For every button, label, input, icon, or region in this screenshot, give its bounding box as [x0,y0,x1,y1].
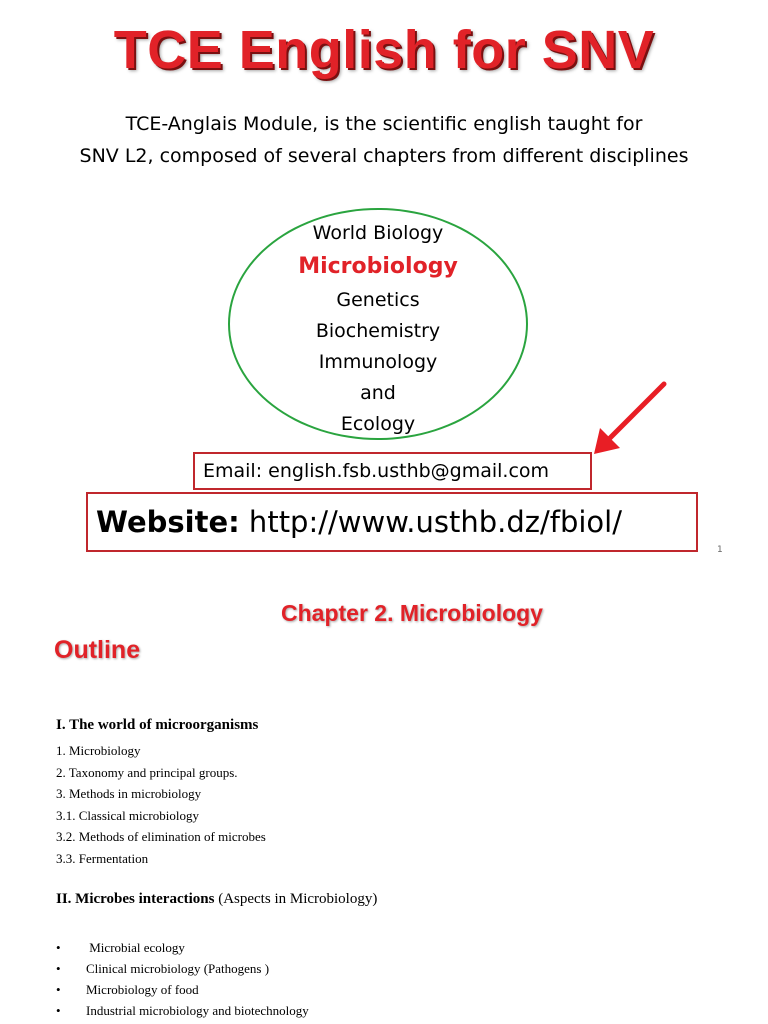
list-item: 2. Taxonomy and principal groups. [56,764,238,780]
section-2-list [56,937,309,1021]
list-item [56,979,309,1000]
website-box[interactable] [86,492,698,552]
email-box[interactable] [193,452,592,490]
chapter-heading: Chapter 2. Microbiology [281,600,543,626]
email-text[interactable]: Email: english.fsb.usthb@gmail.com [203,460,550,482]
section-2-heading [56,891,377,908]
bullet: • [56,1003,61,1018]
list-item-label: Microbiology of food [86,982,199,997]
discipline-microbiology: Microbiology [298,254,458,279]
disciplines-list [228,218,528,440]
section-2-note: (Aspects in Microbiology) [214,891,378,907]
bullet: • [56,982,61,997]
section-2-title: II. Microbes interactions [56,891,215,907]
discipline-genetics: Genetics [336,289,420,311]
discipline-biochemistry: Biochemistry [315,320,441,342]
discipline-and: and [360,382,396,404]
list-item [56,1000,309,1021]
list-item: 3. Methods in microbiology [56,786,202,801]
discipline-world-biology: World Biology [312,222,444,244]
list-item-label: Microbial ecology [86,940,185,955]
section-1-list [56,740,266,869]
intro-line-1: TCE-Anglais Module, is the scientific english taught for [125,113,643,135]
discipline-ecology: Ecology [340,413,416,435]
discipline-immunology: Immunology [318,351,438,373]
intro-line-2: SNV L2, composed of several chapters from different disciplines [79,145,689,167]
outline-heading: Outline [54,636,141,664]
intro-text [0,108,768,172]
list-item: 1. Microbiology [56,743,141,758]
website-label: Website: [96,505,240,539]
list-item: 3.2. Methods of elimination of microbes [56,829,266,844]
bullet: • [56,940,61,955]
list-item: 3.1. Classical microbiology [56,807,199,823]
page-title: TCE English for SNV [113,20,655,80]
list-item: 3.3. Fermentation [56,850,149,866]
list-item [56,958,309,979]
red-arrow-icon [590,378,670,458]
list-item-label: Industrial microbiology and biotechnology [86,1003,309,1018]
bullet: • [56,961,61,976]
section-1-heading: I. The world of microorganisms [56,717,259,733]
website-url[interactable]: http://www.usthb.dz/fbiol/ [239,505,623,539]
page-number: 1 [717,545,723,555]
list-item-label: Clinical microbiology (Pathogens ) [86,961,270,976]
list-item [56,937,309,958]
